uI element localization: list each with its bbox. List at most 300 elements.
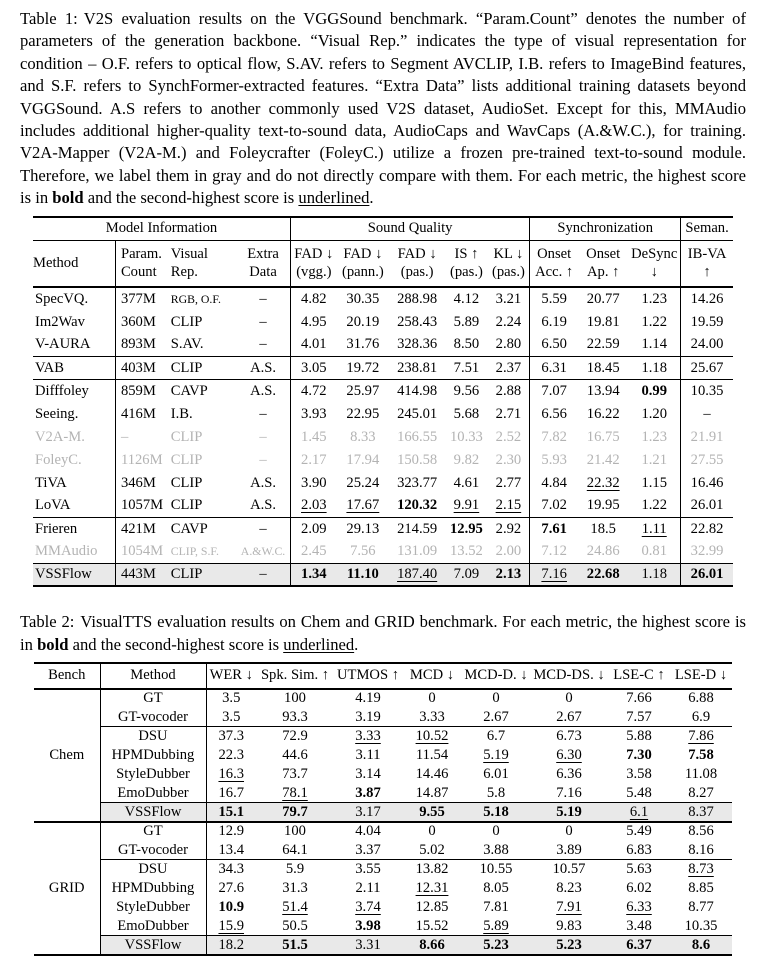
cell-value: 0.81 [641, 543, 667, 560]
cell [337, 563, 389, 586]
cell-value: 18.5 [590, 520, 616, 537]
cell-value: A.S. [250, 474, 277, 491]
cell [115, 517, 165, 540]
cell [166, 310, 236, 333]
cell-value: 3.19 [355, 708, 381, 725]
cell-value: 6.9 [691, 708, 711, 725]
cell [530, 898, 608, 917]
cell [681, 471, 733, 494]
cell [33, 494, 115, 517]
cell-value: 258.43 [397, 313, 438, 330]
cell-value: 346M [120, 474, 156, 491]
group-header: Synchronization [530, 217, 681, 241]
cell [100, 860, 206, 879]
cell [445, 425, 487, 448]
table-row [34, 784, 732, 803]
cell-value: 16.75 [586, 428, 620, 445]
cell [462, 746, 530, 765]
cell [530, 708, 608, 727]
cell-value: 4.95 [301, 313, 327, 330]
cell-value: 2.11 [355, 879, 381, 896]
cell [256, 784, 334, 803]
cell-value: 2.13 [495, 566, 522, 583]
cell [256, 803, 334, 822]
cell-value: 100 [284, 823, 306, 840]
cell-value: 8.6 [691, 936, 711, 953]
cell [33, 333, 115, 356]
cell-value: – [703, 405, 711, 422]
table2-caption-text: and the second-highest score is [68, 634, 284, 654]
cell-value: A.S. [250, 359, 277, 376]
cell-value: 25.67 [690, 359, 724, 376]
cell-value: CAVP [170, 382, 208, 399]
cell-value: 3.14 [355, 765, 381, 782]
cell [389, 356, 445, 379]
cell [578, 287, 628, 310]
cell-value: 6.33 [626, 898, 652, 915]
cell [337, 448, 389, 471]
cell-value: CAVP [170, 520, 208, 537]
cell [462, 879, 530, 898]
cell-value: 51.5 [282, 936, 308, 953]
table2-caption-underlined-word: underlined [283, 634, 355, 654]
cell [166, 540, 236, 563]
cell [530, 310, 578, 333]
cell [488, 563, 530, 586]
cell-value: 9.55 [419, 803, 445, 820]
cell-value: 2.37 [495, 359, 522, 376]
cell [100, 841, 206, 860]
cell [628, 310, 680, 333]
cell-value: 7.09 [453, 566, 480, 583]
cell-value: 73.7 [282, 765, 308, 782]
cell [389, 310, 445, 333]
cell-value: 443M [120, 566, 156, 583]
cell-value: VAB [35, 359, 64, 376]
column-header: MCD-D. ↓ [462, 663, 530, 689]
cell [166, 494, 236, 517]
cell [530, 822, 608, 841]
cell [608, 879, 670, 898]
table-row [33, 379, 733, 402]
cell-value: 377M [120, 291, 156, 308]
cell [33, 356, 115, 379]
cell [115, 494, 165, 517]
cell [530, 540, 578, 563]
cell [334, 689, 402, 708]
cell-value: 166.55 [397, 428, 438, 445]
cell [334, 822, 402, 841]
cell [236, 448, 290, 471]
cell-value: 6.83 [626, 841, 652, 858]
cell [608, 803, 670, 822]
cell [670, 898, 732, 917]
cell [290, 448, 336, 471]
column-header: FAD ↓ (pann.) [337, 241, 389, 288]
cell-value: 3.5 [222, 690, 241, 707]
cell-value: 150.58 [397, 451, 438, 468]
cell-value: 414.98 [397, 382, 438, 399]
cell [337, 402, 389, 425]
cell-value: 2.80 [495, 336, 522, 353]
cell [337, 310, 389, 333]
cell [445, 517, 487, 540]
cell [236, 494, 290, 517]
cell-value: 7.91 [556, 898, 582, 915]
cell [100, 803, 206, 822]
cell-value: StyleDubber [116, 898, 190, 915]
cell [462, 898, 530, 917]
cell-value: CLIP [170, 474, 203, 491]
cell [462, 822, 530, 841]
cell-value: 0 [492, 823, 500, 840]
cell-value: 2.09 [301, 520, 327, 537]
cell [334, 841, 402, 860]
cell-value: 8.33 [350, 428, 376, 445]
column-header: MCD-DS. ↓ [530, 663, 608, 689]
table-row [33, 517, 733, 540]
cell-value: 6.36 [556, 765, 582, 782]
column-header: Visual Rep. [166, 241, 236, 288]
cell-value: 1.14 [641, 336, 667, 353]
cell [530, 917, 608, 936]
table-row [34, 708, 732, 727]
cell [608, 822, 670, 841]
cell-value: 26.01 [690, 566, 724, 583]
cell [530, 356, 578, 379]
cell [670, 727, 732, 746]
cell [608, 841, 670, 860]
cell [290, 517, 336, 540]
cell [530, 689, 608, 708]
cell-value: 1.23 [641, 291, 667, 308]
cell [628, 563, 680, 586]
table-row [34, 841, 732, 860]
cell-value: 22.59 [586, 336, 620, 353]
cell-value: 4.84 [541, 474, 567, 491]
cell-value: 5.19 [483, 746, 509, 763]
cell-value: DSU [138, 861, 168, 878]
cell [236, 540, 290, 563]
cell [578, 471, 628, 494]
cell-value: 6.73 [556, 728, 582, 745]
cell-value: 14.87 [415, 784, 449, 801]
cell-value: 37.3 [218, 728, 245, 745]
cell [402, 765, 462, 784]
cell-value: 1.23 [641, 428, 667, 445]
cell [578, 379, 628, 402]
cell [166, 563, 236, 586]
cell [670, 708, 732, 727]
cell [608, 727, 670, 746]
cell [337, 356, 389, 379]
cell [445, 333, 487, 356]
cell [166, 471, 236, 494]
cell-value: FoleyC. [35, 451, 82, 468]
cell-value: Im2Wav [35, 313, 85, 330]
cell-value: 4.72 [301, 382, 327, 399]
cell [115, 310, 165, 333]
cell-value: 10.35 [684, 917, 718, 934]
cell-value: SpecVQ. [35, 291, 89, 308]
cell [290, 287, 336, 310]
cell-value: 72.9 [282, 728, 308, 745]
cell-value: 3.98 [355, 917, 381, 934]
cell-value: DSU [138, 728, 168, 745]
table-row [33, 563, 733, 586]
cell [681, 425, 733, 448]
cell-value: V2A-M. [35, 428, 85, 445]
cell-value: 22.3 [218, 746, 245, 763]
cell-value: 22.82 [690, 520, 724, 537]
cell-value: 3.90 [301, 474, 327, 491]
cell [115, 287, 165, 310]
cell-value: 29.13 [346, 520, 380, 537]
table1-caption-text: and the second-highest score is [83, 188, 299, 208]
cell-value: 3.93 [301, 405, 327, 422]
table-row [33, 494, 733, 517]
cell-value: VSSFlow [124, 936, 182, 953]
cell-value: 8.05 [483, 879, 509, 896]
cell [206, 784, 256, 803]
cell [236, 356, 290, 379]
cell-value: 27.55 [690, 451, 724, 468]
cell [337, 425, 389, 448]
cell [206, 898, 256, 917]
cell-value: 3.33 [355, 728, 381, 745]
cell [488, 402, 530, 425]
cell [578, 540, 628, 563]
table2-caption [20, 611, 746, 656]
cell [462, 917, 530, 936]
cell-value: CLIP, S.F. [170, 544, 219, 559]
cell-value: 6.30 [556, 746, 582, 763]
table-row [34, 917, 732, 936]
cell-value: 6.19 [541, 313, 567, 330]
cell-value: 21.42 [586, 451, 620, 468]
cell-value: 288.98 [397, 291, 438, 308]
cell-value: 7.82 [541, 428, 567, 445]
table-row [34, 898, 732, 917]
cell-value: 1.11 [641, 520, 667, 537]
cell [488, 379, 530, 402]
cell-value: 403M [120, 359, 156, 376]
cell-value: 360M [120, 313, 156, 330]
cell [402, 879, 462, 898]
cell [628, 379, 680, 402]
cell [115, 356, 165, 379]
cell-value: 19.72 [346, 359, 380, 376]
cell [462, 727, 530, 746]
cell-value: 8.56 [688, 823, 714, 840]
cell-value: – [259, 405, 267, 422]
table-row [34, 936, 732, 955]
cell-value: 5.89 [453, 313, 480, 330]
cell [236, 563, 290, 586]
cell-value: 8.50 [453, 336, 480, 353]
cell [290, 425, 336, 448]
cell-value: 2.17 [301, 451, 327, 468]
cell [100, 898, 206, 917]
table2-caption-text: . [354, 634, 359, 654]
cell-value: 6.88 [688, 690, 714, 707]
cell-value: GT-vocoder [118, 708, 188, 725]
cell [33, 379, 115, 402]
cell [670, 917, 732, 936]
cell-value: 13.94 [586, 382, 620, 399]
cell [402, 898, 462, 917]
cell-value: 1.34 [301, 566, 327, 583]
cell [670, 746, 732, 765]
cell [462, 708, 530, 727]
column-header: Spk. Sim. ↑ [256, 663, 334, 689]
cell [530, 860, 608, 879]
cell [290, 310, 336, 333]
cell-value: EmoDubber [117, 917, 189, 934]
cell-value: 18.45 [586, 359, 620, 376]
cell-value: 7.12 [541, 543, 567, 560]
cell-value: 323.77 [397, 474, 438, 491]
cell-value: 131.09 [397, 543, 438, 560]
cell [530, 841, 608, 860]
table1-caption-bold-word: bold [52, 188, 84, 208]
table1-caption-text: . [369, 188, 374, 208]
cell-value: 3.37 [355, 841, 381, 858]
cell [578, 425, 628, 448]
column-header: FAD ↓ (pas.) [389, 241, 445, 288]
cell-value: 26.01 [690, 497, 724, 514]
cell [389, 471, 445, 494]
cell-value: 4.82 [301, 291, 327, 308]
cell-value: – [259, 336, 267, 353]
cell-value: 238.81 [397, 359, 438, 376]
cell-value: 79.7 [282, 803, 308, 820]
cell-value: 7.66 [626, 690, 652, 707]
cell-value: 0 [565, 690, 573, 707]
table2-caption-text: VisualTTS evaluation results on Chem and GRID benchmark. For each metric, the highest score is in [20, 612, 747, 654]
cell-value: Difffoley [35, 382, 89, 399]
cell [488, 287, 530, 310]
cell [334, 727, 402, 746]
cell [578, 563, 628, 586]
cell [445, 494, 487, 517]
table-row [33, 287, 733, 310]
cell [530, 402, 578, 425]
cell-value: 5.59 [541, 291, 567, 308]
cell [337, 379, 389, 402]
cell [670, 822, 732, 841]
cell [681, 563, 733, 586]
cell [462, 784, 530, 803]
cell-value: 1.22 [641, 497, 667, 514]
cell [681, 333, 733, 356]
cell [33, 310, 115, 333]
cell [389, 563, 445, 586]
cell-value: 14.46 [415, 765, 449, 782]
cell-value: HPMDubbing [111, 746, 195, 763]
cell-value: 1.18 [641, 359, 667, 376]
cell [402, 841, 462, 860]
cell [670, 841, 732, 860]
cell [670, 689, 732, 708]
cell-value: 16.3 [218, 765, 245, 782]
cell-value: – [259, 313, 267, 330]
cell [402, 708, 462, 727]
cell [337, 471, 389, 494]
cell [530, 517, 578, 540]
cell [445, 356, 487, 379]
cell-value: 1054M [120, 543, 164, 560]
cell [334, 803, 402, 822]
column-header: Extra Data [236, 241, 290, 288]
cell-value: CLIP [170, 451, 203, 468]
cell [33, 563, 115, 586]
cell-value: 5.49 [626, 823, 652, 840]
cell-value: 2.88 [495, 382, 522, 399]
cell-value: 7.07 [541, 382, 567, 399]
cell [33, 517, 115, 540]
cell-value: Seeing. [35, 405, 79, 422]
cell [462, 860, 530, 879]
cell [256, 879, 334, 898]
cell-value: 2.24 [495, 313, 522, 330]
cell-value: 5.23 [556, 936, 582, 953]
cell [115, 402, 165, 425]
cell [389, 333, 445, 356]
cell [608, 936, 670, 955]
cell [608, 746, 670, 765]
cell [256, 898, 334, 917]
cell [334, 936, 402, 955]
cell [608, 917, 670, 936]
cell-value: 5.19 [556, 803, 582, 820]
cell [337, 540, 389, 563]
cell [445, 563, 487, 586]
cell-value: VSSFlow [35, 566, 92, 583]
cell [608, 860, 670, 879]
cell [488, 448, 530, 471]
cell [256, 936, 334, 955]
cell [206, 727, 256, 746]
cell [462, 936, 530, 955]
cell-value: 1.18 [641, 566, 667, 583]
cell [402, 784, 462, 803]
cell [290, 333, 336, 356]
cell [256, 765, 334, 784]
cell [256, 689, 334, 708]
cell-value: 93.3 [282, 708, 308, 725]
cell-value: – [259, 291, 267, 308]
cell-value: 1.15 [641, 474, 667, 491]
cell [628, 356, 680, 379]
cell-value: 9.91 [453, 497, 480, 514]
cell-value: 3.33 [419, 708, 445, 725]
cell-value: 16.46 [690, 474, 724, 491]
cell [628, 494, 680, 517]
cell-value: 22.95 [346, 405, 380, 422]
cell [334, 879, 402, 898]
cell [166, 356, 236, 379]
cell [530, 563, 578, 586]
cell-value: 7.61 [541, 520, 567, 537]
cell [256, 708, 334, 727]
cell [256, 822, 334, 841]
cell [115, 563, 165, 586]
cell-value: 245.01 [397, 405, 438, 422]
cell [389, 448, 445, 471]
cell-value: 25.97 [346, 382, 380, 399]
cell [236, 333, 290, 356]
